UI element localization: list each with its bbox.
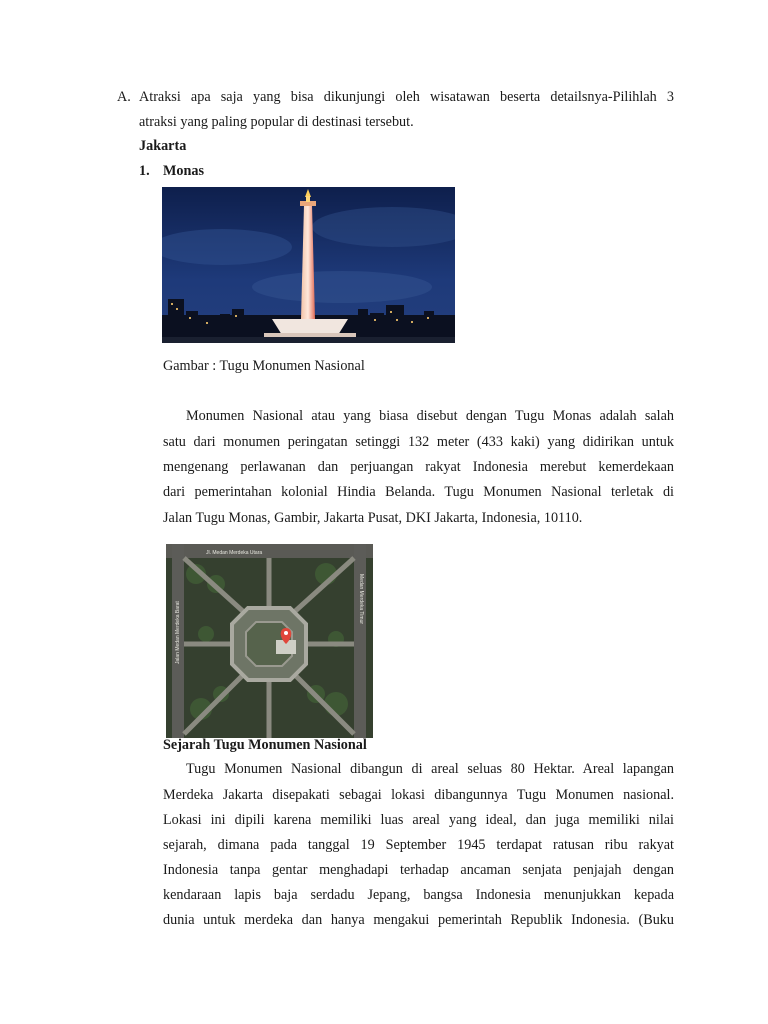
paragraph1-line-4: dari pemerintahan kolonial Hindia Belanda. Tugu Monumen Nasional terletak di bbox=[163, 484, 674, 500]
paragraph2-line-2: Merdeka Jakarta disepakati sebagai lokasi dibangunnya Tugu Monumen nasional. bbox=[163, 787, 674, 803]
list-marker-a: A. bbox=[117, 89, 131, 105]
map-label-west: Jalan Medan Merdeka Barat bbox=[175, 601, 181, 664]
paragraph1-line-5: Jalan Tugu Monas, Gambir, Jakarta Pusat, DKI Jakarta, Indonesia, 10110. bbox=[163, 510, 583, 526]
map-label-north: Jl. Medan Merdeka Utara bbox=[206, 550, 263, 556]
question-line-2: atraksi yang paling popular di destinasi tersebut. bbox=[139, 114, 414, 130]
paragraph2-line-4: sejarah, dimana pada tanggal 19 September 1945 terdapat ratusan ribu rakyat bbox=[163, 837, 674, 853]
paragraph2-line-5: Indonesia tanpa gentar menghadapi terhadap ancaman senjata penjajah dengan bbox=[163, 862, 674, 878]
paragraph2-line-6: kendaraan lapis baja serdadu Jepang, bangsa Indonesia menunjukkan kepada bbox=[163, 887, 674, 903]
history-heading: Sejarah Tugu Monumen Nasional bbox=[163, 737, 367, 753]
figure-caption: Gambar : Tugu Monumen Nasional bbox=[163, 358, 365, 374]
paragraph2-line-3: Lokasi ini dipili karena memiliki luas areal yang ideal, dan juga memiliki nilai bbox=[163, 812, 674, 828]
map-label-east: Medan Merdeka Timur bbox=[358, 574, 364, 625]
paragraph2-line-1: Tugu Monumen Nasional dibangun di areal seluas 80 Hektar. Areal lapangan bbox=[186, 761, 674, 777]
paragraph2-line-7: dunia untuk merdeka dan hanya mengakui pemerintah Republik Indonesia. (Buku bbox=[163, 912, 674, 928]
city-heading: Jakarta bbox=[139, 138, 187, 154]
paragraph1-line-1: Monumen Nasional atau yang biasa disebut dengan Tugu Monas adalah salah bbox=[186, 408, 674, 424]
paragraph1-line-2: satu dari monumen peringatan setinggi 132 meter (433 kaki) yang didirikan untuk bbox=[163, 434, 674, 450]
question-line-1: Atraksi apa saja yang bisa dikunjungi oleh wisatawan beserta detailsnya-Pilihlah 3 bbox=[139, 89, 674, 105]
item-title-monas: Monas bbox=[163, 163, 204, 179]
satellite-map bbox=[166, 544, 373, 738]
monas-photo bbox=[162, 187, 455, 343]
paragraph1-line-3: mengenang perlawanan dan perjuangan rakyat Indonesia merebut kemerdekaan bbox=[163, 459, 674, 475]
item-number-1: 1. bbox=[139, 163, 150, 179]
